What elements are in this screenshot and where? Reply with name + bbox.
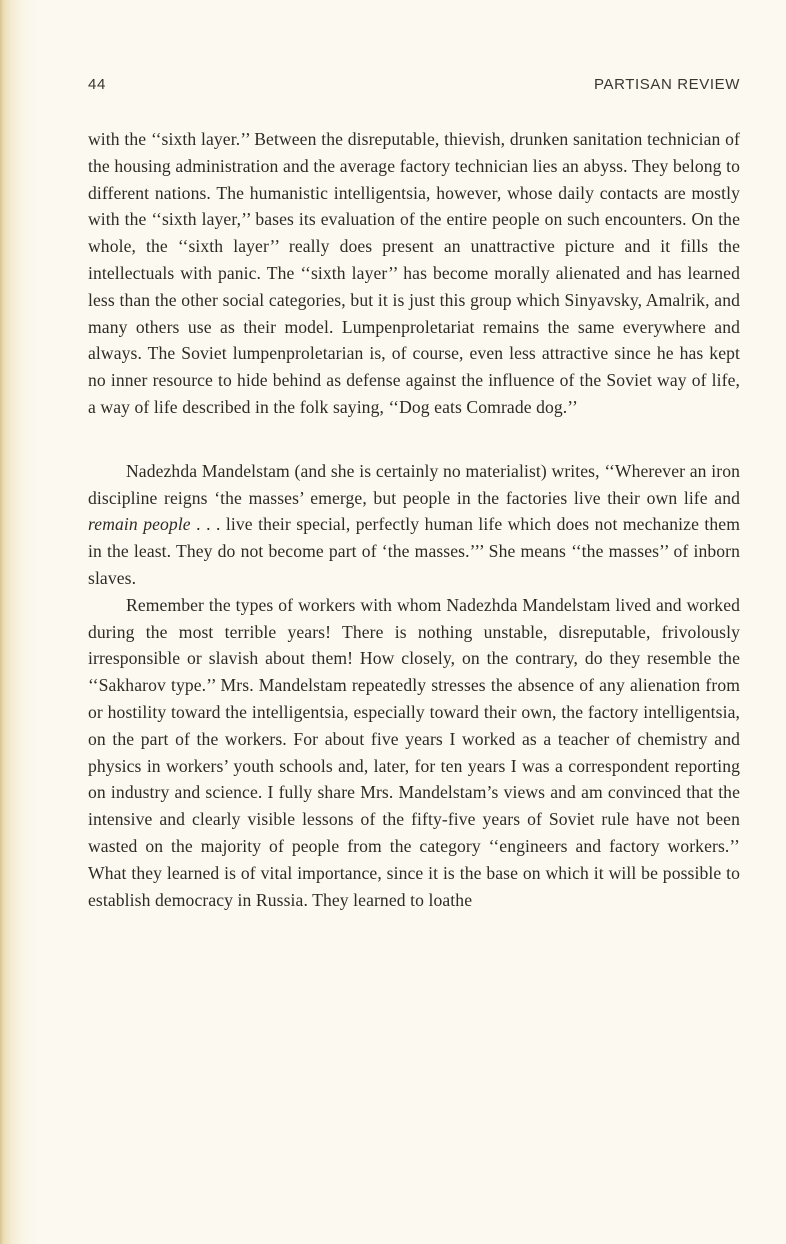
text-run: Nadezhda Mandelstam (and she is certainly no materialist) writes, ‘‘Wherever an iron discipline reigns ‘the masses’ emerge, but people in the factories live their own life and <box>88 460 740 508</box>
text-run: . . . live their special, perfectly human life which does not mechanize them in the least. They do not become part of ‘the masses.’’’ She means ‘‘the masses’’ of inborn slaves. <box>88 514 740 588</box>
paragraph <box>88 592 740 914</box>
text-run: Remember the types of workers with whom Nadezhda Mandelstam lived and worked during the most terrible years! There is nothing unstable, disreputable, frivolously irresponsible or slavish about them! How closely, on the contrary, do they resemble the ‘‘Sakharov type.’’ Mrs. Mandelstam repeatedly stresses the absence of any alienation from or hostility toward the intelligentsia, especially toward their own, the factory intelligentsia, on the part of the workers. For about five years I worked as a teacher of chemistry and physics in workers’ youth schools and, later, for ten years I was a correspondent reporting on industry and science. I fully share Mrs. Mandelstam’s views and am convinced that the intensive and clearly visible lessons of the fifty-five years of Soviet rule have not been wasted on the majority of people from the category ‘‘engineers and factory workers.’’ What they learned is of vital importance, since it is the base on which it will be possible to establish democracy in Russia. They learned to loathe <box>88 594 740 910</box>
paragraph <box>88 126 740 421</box>
text-run: with the ‘‘sixth layer.’’ Between the disreputable, thievish, drunken sanitation technician of the housing administration and the average factory technician lies an abyss. They belong to different nations. The humanistic intelligentsia, however, whose daily contacts are mostly with the ‘‘sixth layer,’’ bases its evaluation of the entire people on such encounters. On the whole, the ‘‘sixth layer’’ really does present an unattractive picture and it fills the intellectuals with panic. The ‘‘sixth layer’’ has become morally alienated and has learned less than the other social categories, but it is just this group which Sinyavsky, Amalrik, and many others use as their model. Lumpenproletariat remains the same everywhere and always. The Soviet lumpenproletarian is, of course, even less attractive since he has kept no inner resource to hide behind as defense against the influence of the Soviet way of life, a way of life described in the folk saying, ‘‘Dog eats Comrade dog.’’ <box>88 129 740 417</box>
body-text <box>88 126 740 913</box>
italic-text-run: remain people <box>88 514 191 535</box>
paragraph <box>88 458 740 592</box>
running-header <box>88 76 740 93</box>
page-number: 44 <box>88 76 106 93</box>
page-gutter-shadow <box>0 0 40 1244</box>
journal-title: PARTISAN REVIEW <box>594 76 740 93</box>
